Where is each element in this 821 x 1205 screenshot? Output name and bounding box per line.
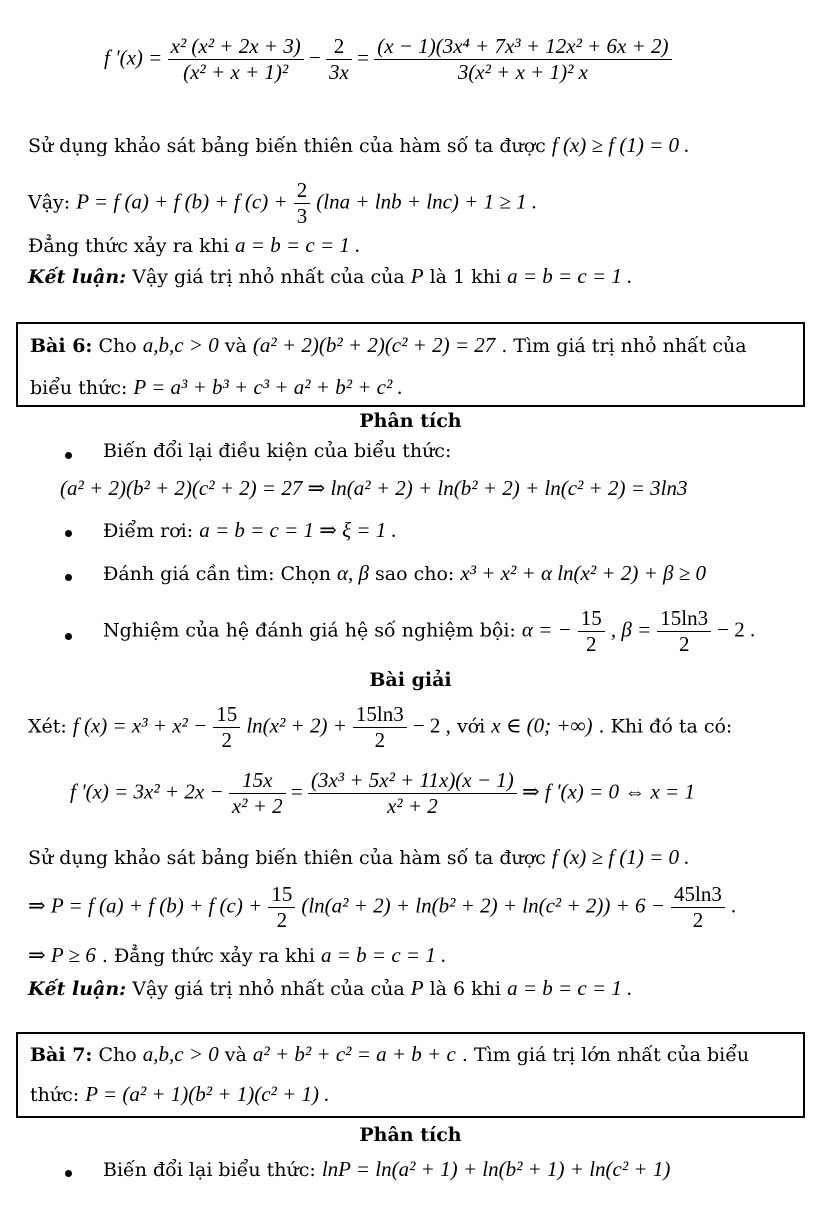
analysis-7-heading: Phân tích: [359, 1124, 462, 1146]
analysis-6-b4-m1: α = −: [521, 617, 572, 642]
vay-label: Vậy:: [28, 191, 71, 214]
analysis-6-b4-frac1: [578, 606, 605, 657]
analysis-6-b4-text: Nghiệm của hệ đánh giá hệ số nghiệm bội:: [103, 619, 516, 642]
survey-text-2: Sử dụng khảo sát bảng biến thiên của hàm số ta được: [28, 847, 546, 869]
analysis-7-b1-math: lnP = ln(a² + 1) + ln(b² + 1) + ln(c² + 1): [321, 1157, 671, 1181]
solution-6-p-m3: .: [730, 893, 737, 918]
equality-line-1: [28, 233, 360, 258]
solution-6-d-frac2-num: (3x³ + 5x² + 11x)(x − 1): [310, 768, 514, 792]
analysis-6-b1-math: (a² + 2)(b² + 2)(c² + 2) = 27 ⇒ ln(a² + 2) + ln(b² + 2) + ln(c² + 2) = 3ln3: [60, 476, 688, 500]
derivative-equation-1: [104, 34, 672, 85]
solution-6-ge-text: . Đẳng thức xảy ra khi: [101, 945, 315, 967]
analysis-6-b2-math: a = b = c = 1 ⇒ ξ = 1 .: [199, 518, 397, 542]
analysis-6-b4-frac2-den: 2: [657, 631, 711, 657]
vay-frac-den: 3: [294, 203, 311, 229]
analysis-6-b2-text: Điểm rơi:: [103, 520, 194, 542]
deriv1-lhs: f '(x) =: [104, 45, 163, 70]
solution-6-xet-m1: f (x) = x³ + x² −: [72, 713, 208, 738]
deriv1-frac1-den: (x² + x + 1)²: [168, 59, 304, 85]
problem-6-cond1: a,b,c > 0: [142, 333, 219, 357]
solution-6-d-eq: =: [290, 779, 303, 804]
solution-6-p-frac1-den: 2: [268, 907, 295, 933]
bullet-dot: [65, 1170, 72, 1177]
analysis-7-b1-text: Biến đổi lại biểu thức:: [103, 1159, 316, 1181]
solution-6-ge-math2: a = b = c = 1 .: [321, 943, 447, 967]
problem-7-cho: Cho: [98, 1044, 137, 1066]
bullet-dot: [65, 633, 72, 640]
deriv1-frac2-den: 3x: [326, 59, 352, 85]
solution-6-d-frac1-den: x² + 2: [229, 793, 286, 819]
solution-6-xet-frac1-den: 2: [213, 727, 240, 753]
deriv1-frac2: [326, 34, 352, 85]
solution-6-d-frac2: [308, 768, 517, 819]
problem-6-va: và: [224, 335, 247, 357]
bullet-dot: [65, 574, 72, 581]
solution-6-p-line: [28, 882, 736, 933]
vay-math-right: (lna + lnb + lnc) + 1 ≥ 1 .: [316, 189, 538, 214]
problem-7-label: Bài 7:: [30, 1044, 93, 1066]
solution-6-d-lhs: f '(x) = 3x² + 2x −: [70, 779, 224, 804]
problem-6-cond2: (a² + 2)(b² + 2)(c² + 2) = 27: [252, 333, 496, 357]
problem-7-va: và: [224, 1044, 247, 1066]
deriv1-frac2-num: 2: [333, 34, 345, 58]
analysis-7-bullet-1: [103, 1157, 670, 1182]
analysis-6-heading: Phân tích: [359, 410, 462, 432]
vay-frac: [294, 178, 311, 229]
deriv1-frac3-num: (x − 1)(3x⁴ + 7x³ + 12x² + 6x + 2): [377, 34, 669, 58]
solution-6-d-frac2-den: x² + 2: [308, 793, 517, 819]
vay-frac-num: 2: [296, 178, 308, 202]
problem-6-expr: P = a³ + b³ + c³ + a² + b² + c² .: [133, 375, 403, 399]
problem-6-expr-label: biểu thức:: [30, 377, 128, 399]
analysis-6-b4-frac2-num: 15ln3: [660, 606, 709, 630]
analysis-6-bullet-1: [103, 440, 451, 463]
conclusion-mid: là 1 khi: [429, 266, 502, 288]
problem-7-cond1: a,b,c > 0: [142, 1042, 219, 1066]
vay-math-left: P = f (a) + f (b) + f (c) +: [76, 189, 288, 214]
problem-7-line-2: [30, 1082, 330, 1107]
problem-7-cond2: a² + b² + c² = a + b + c: [252, 1042, 456, 1066]
solution-6-xet-m2: ln(x² + 2) +: [246, 713, 347, 738]
solution-6-xet-label: Xét:: [28, 715, 67, 738]
conclusion-p: P: [410, 264, 424, 288]
problem-7-task: . Tìm giá trị lớn nhất của biểu: [461, 1044, 750, 1066]
analysis-6-b3-text: Đánh giá cần tìm: Chọn: [103, 563, 331, 585]
solution-6-p-frac2: [671, 882, 725, 933]
solution-6-ge-math: ⇒ P ≥ 6: [28, 943, 96, 967]
deriv1-frac3: [374, 34, 671, 85]
solution-6-p-frac1: [268, 882, 295, 933]
bullet-dot: [65, 452, 72, 459]
analysis-6-b4-frac1-num: 15: [580, 606, 602, 630]
analysis-6-b3-m2: x³ + x² + α ln(x² + 2) + β ≥ 0: [460, 561, 706, 585]
analysis-6-b4-m2: , β =: [610, 617, 652, 642]
conclusion-math: a = b = c = 1 .: [507, 264, 633, 288]
survey-line-2: [28, 845, 690, 870]
analysis-6-b3-m1: α, β: [337, 561, 369, 585]
conclusion-text-2: Vậy giá trị nhỏ nhất của của: [132, 978, 405, 1000]
equality-math: a = b = c = 1 .: [235, 233, 361, 257]
solution-6-xet-text: với: [456, 715, 486, 738]
solution-6-xet-frac1-num: 15: [216, 702, 238, 726]
survey-math-2: f (x) ≥ f (1) = 0 .: [551, 845, 690, 869]
conclusion-math-2: a = b = c = 1 .: [507, 976, 633, 1000]
solution-6-xet-frac1: [213, 702, 240, 753]
problem-6-cho: Cho: [98, 335, 137, 357]
deriv1-minus: −: [308, 45, 321, 70]
problem-6-label: Bài 6:: [30, 335, 93, 357]
conclusion-text: Vậy giá trị nhỏ nhất của của: [132, 266, 405, 288]
solution-6-p-frac2-den: 2: [671, 907, 725, 933]
solution-6-p-m2: (ln(a² + 2) + ln(b² + 2) + ln(c² + 2)) + 6 −: [301, 893, 665, 918]
solution-6-d-frac1: [229, 768, 286, 819]
solution-6-xet-m4: x ∈ (0; +∞): [491, 713, 593, 738]
problem-7-expr: P = (a² + 1)(b² + 1)(c² + 1) .: [85, 1082, 330, 1106]
analysis-6-b3-mid: sao cho:: [375, 563, 455, 585]
solution-6-xet-frac2: [353, 702, 407, 753]
survey-math: f (x) ≥ f (1) = 0 .: [551, 133, 690, 157]
solution-6-xet-frac2-num: 15ln3: [355, 702, 404, 726]
analysis-6-b4-frac1-den: 2: [578, 631, 605, 657]
solution-6-p-frac2-num: 45ln3: [674, 882, 722, 906]
problem-6-line-1: [30, 333, 747, 358]
solution-6-xet-tail: . Khi đó ta có:: [598, 715, 733, 738]
conclusion-p-2: P: [410, 976, 424, 1000]
solution-6-p-frac1-num: 15: [271, 882, 293, 906]
analysis-6-b4-m3: − 2 .: [717, 617, 756, 642]
deriv1-frac3-den: 3(x² + x + 1)² x: [374, 59, 671, 85]
equality-text: Đẳng thức xảy ra khi: [28, 235, 229, 257]
bullet-dot: [65, 530, 72, 537]
vay-line: [28, 178, 537, 229]
problem-6-task: . Tìm giá trị nhỏ nhất của: [501, 335, 747, 357]
solution-6-derivative: [70, 768, 695, 819]
analysis-6-bullet-2: [103, 518, 397, 543]
problem-7-line-1: [30, 1042, 749, 1067]
solution-6-xet-line: [28, 702, 732, 753]
solution-6-xet-frac2-den: 2: [353, 727, 407, 753]
survey-line-1: [28, 133, 690, 158]
problem-7-expr-label: thức:: [30, 1084, 80, 1106]
solution-6-d-rhs: ⇒ f '(x) = 0 ⇔ x = 1: [522, 779, 695, 804]
solution-6-heading: Bài giải: [369, 669, 452, 691]
conclusion-line-2: [28, 976, 632, 1001]
solution-6-p-m1: ⇒ P = f (a) + f (b) + f (c) +: [28, 893, 263, 918]
solution-6-d-frac1-num: 15x: [242, 768, 273, 792]
problem-6-line-2: [30, 375, 403, 400]
deriv1-frac1-num: x² (x² + 2x + 3): [170, 34, 301, 58]
analysis-6-b1-text: Biến đổi lại điều kiện của biểu thức:: [103, 440, 452, 462]
analysis-6-bullet-3: [103, 561, 706, 586]
deriv1-eq: =: [357, 45, 369, 70]
analysis-6-bullet-4: [103, 606, 755, 657]
analysis-6-b4-frac2: [657, 606, 711, 657]
conclusion-label: Kết luận:: [28, 266, 127, 288]
conclusion-mid-2: là 6 khi: [429, 978, 502, 1000]
solution-6-ge-line: [28, 943, 446, 968]
solution-6-xet-m3: − 2 ,: [412, 713, 451, 738]
survey-text: Sử dụng khảo sát bảng biến thiên của hàm số ta được: [28, 135, 546, 157]
conclusion-label-2: Kết luận:: [28, 978, 127, 1000]
conclusion-line-1: [28, 264, 632, 289]
deriv1-frac1: [168, 34, 304, 85]
